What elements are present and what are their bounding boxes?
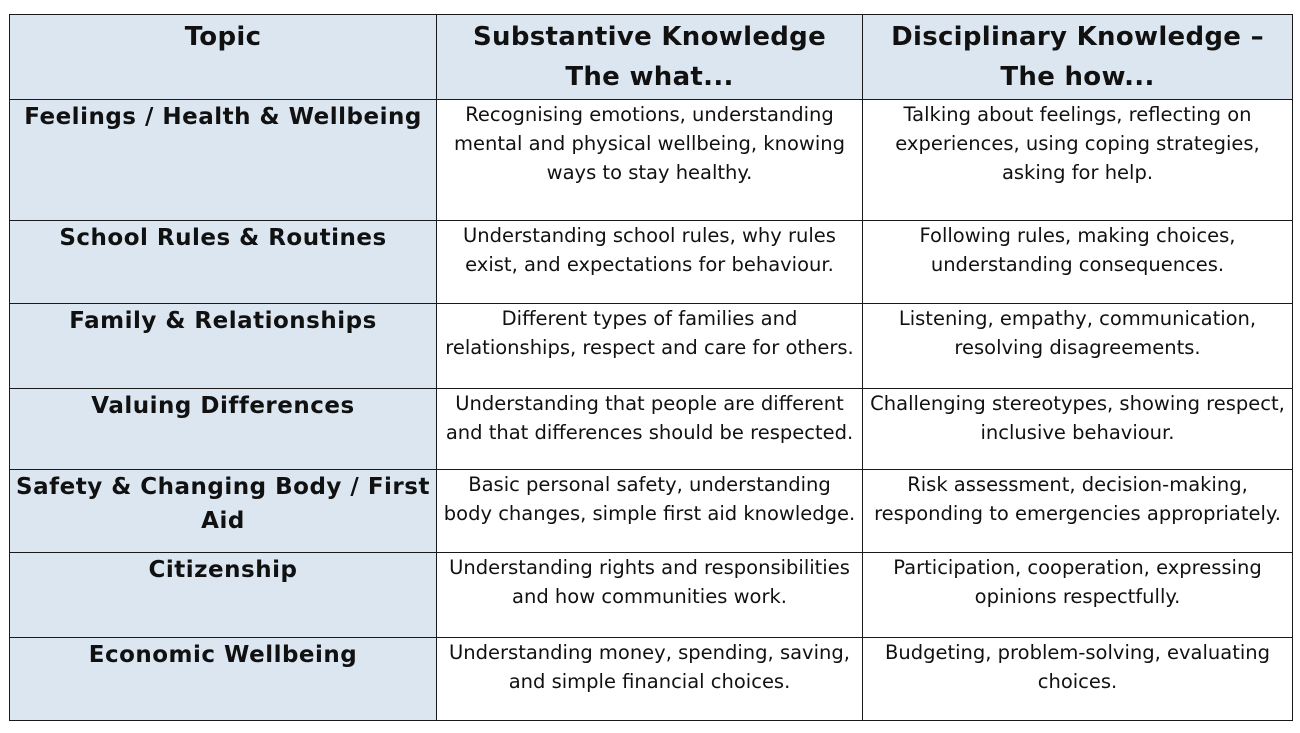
table-row [10, 638, 1293, 721]
header-disciplinary [863, 15, 1293, 100]
header-substantive [437, 15, 863, 100]
disciplinary-cell: Participation, cooperation, expressing opinions respectfully. [863, 553, 1293, 638]
topic-cell: Feelings / Health & Wellbeing [10, 100, 437, 221]
topic-cell: Safety & Changing Body / First Aid [10, 470, 437, 553]
disciplinary-cell: Risk assessment, decision-making, responding to emergencies appropriately. [863, 470, 1293, 553]
topic-cell: School Rules & Routines [10, 221, 437, 304]
table-row [10, 389, 1293, 470]
knowledge-table [9, 14, 1293, 721]
header-topic [10, 15, 437, 100]
disciplinary-cell: Listening, empathy, communication, resolving disagreements. [863, 304, 1293, 389]
topic-cell: Valuing Differences [10, 389, 437, 470]
disciplinary-cell: Budgeting, problem-solving, evaluating choices. [863, 638, 1293, 721]
substantive-cell: Understanding money, spending, saving, and simple financial choices. [437, 638, 863, 721]
table-row [10, 470, 1293, 553]
table-row [10, 221, 1293, 304]
topic-cell: Economic Wellbeing [10, 638, 437, 721]
disciplinary-cell: Challenging stereotypes, showing respect, inclusive behaviour. [863, 389, 1293, 470]
disciplinary-cell: Following rules, making choices, understanding consequences. [863, 221, 1293, 304]
substantive-cell: Recognising emotions, understanding mental and physical wellbeing, knowing ways to stay healthy. [437, 100, 863, 221]
header-topic-line1: Topic [184, 22, 262, 52]
substantive-cell: Understanding that people are different and that differences should be respected. [437, 389, 863, 470]
header-substantive-line1: Substantive Knowledge [472, 22, 827, 52]
table-header-row [10, 15, 1293, 100]
header-disciplinary-line1: Disciplinary Knowledge – [891, 22, 1264, 52]
table-row [10, 304, 1293, 389]
header-substantive-line2: The what... [565, 62, 734, 92]
disciplinary-cell: Talking about feelings, reflecting on experiences, using coping strategies, asking for help. [863, 100, 1293, 221]
topic-cell: Citizenship [10, 553, 437, 638]
substantive-cell: Different types of families and relationships, respect and care for others. [437, 304, 863, 389]
header-disciplinary-line2: The how... [1000, 62, 1155, 92]
substantive-cell: Understanding rights and responsibilities and how communities work. [437, 553, 863, 638]
table-row [10, 100, 1293, 221]
substantive-cell: Understanding school rules, why rules exist, and expectations for behaviour. [437, 221, 863, 304]
table-row [10, 553, 1293, 638]
substantive-cell: Basic personal safety, understanding body changes, simple first aid knowledge. [437, 470, 863, 553]
topic-cell: Family & Relationships [10, 304, 437, 389]
